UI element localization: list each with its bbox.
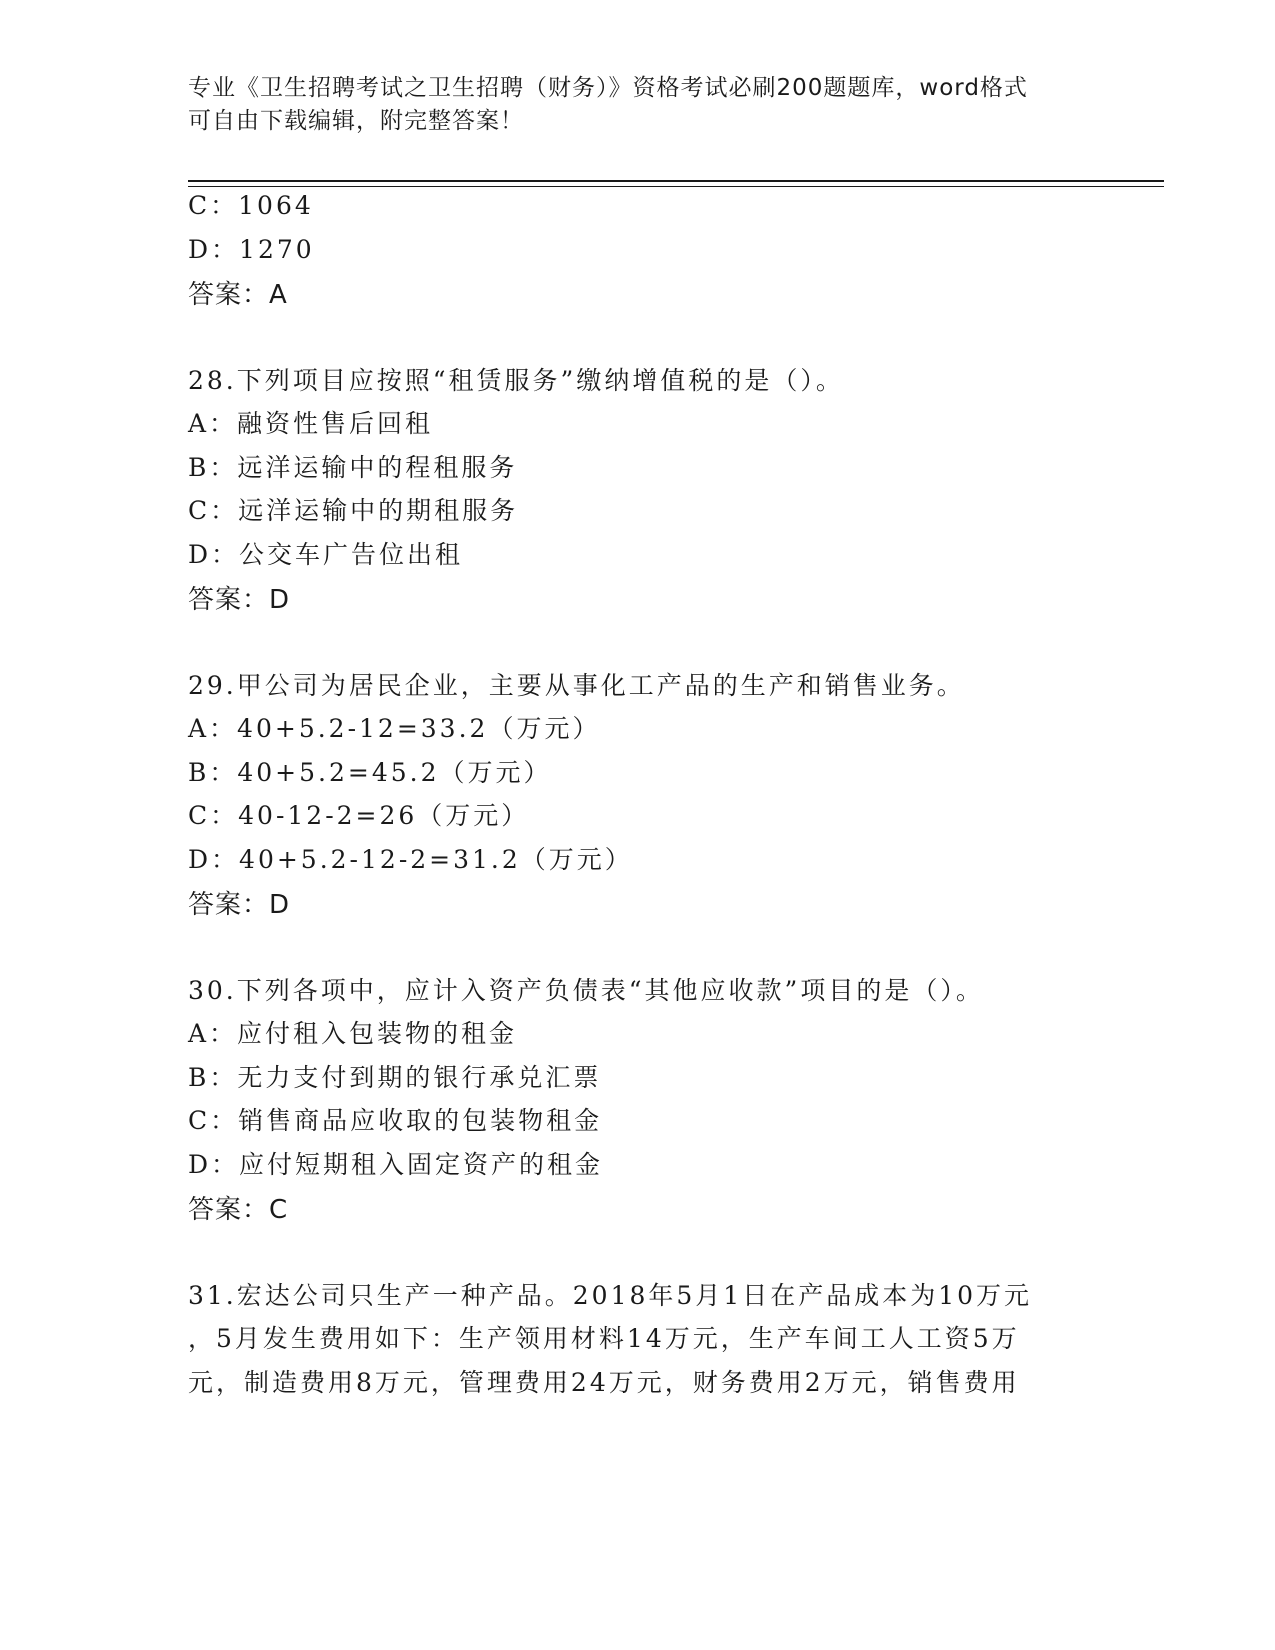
header-line-1: 专业《卫生招聘考试之卫生招聘（财务）》资格考试必刷200题题库，word格式 [188,75,1028,101]
document-header [188,72,1088,138]
answer: 答案：C [188,1195,289,1225]
option-c: C：远洋运输中的期租服务 [188,496,519,525]
question-stem: 30.下列各项中，应计入资产负债表“其他应收款”项目的是（）。 [188,976,984,1005]
header-line-2: 可自由下载编辑，附完整答案！ [188,108,524,134]
option-d: D：公交车广告位出租 [188,540,464,569]
header-rule-thick [188,180,1164,182]
option-b: B：40+5.2=45.2（万元） [188,758,552,787]
option-c: C：40-12-2=26（万元） [188,801,530,830]
question-stem-line-3: 元，制造费用8万元，管理费用24万元，财务费用2万元，销售费用 [188,1368,1020,1397]
question-stem-line-1: 31.宏达公司只生产一种产品。2018年5月1日在产品成本为10万元 [188,1281,1033,1310]
question-stem-line-2: ，5月发生费用如下：生产领用材料14万元，生产车间工人工资5万 [188,1324,1020,1353]
answer: 答案：D [188,585,291,615]
answer: 答案：A [188,280,288,310]
option-b: B：远洋运输中的程租服务 [188,453,518,482]
option-d: D：应付短期租入固定资产的租金 [188,1150,604,1179]
header-rule-thin [188,186,1164,187]
option-d: D：1270 [188,235,315,264]
option-b: B：无力支付到期的银行承兑汇票 [188,1063,602,1092]
option-c: C：1064 [188,191,314,220]
answer: 答案：D [188,890,291,920]
option-a: A：融资性售后回租 [188,409,434,438]
question-stem: 28.下列项目应按照“租赁服务”缴纳增值税的是（）。 [188,366,844,395]
question-stem: 29.甲公司为居民企业，主要从事化工产品的生产和销售业务。 [188,671,965,700]
option-a: A：应付租入包装物的租金 [188,1019,518,1048]
option-a: A：40+5.2-12=33.2（万元） [188,714,601,743]
option-d: D：40+5.2-12-2=31.2（万元） [188,845,633,874]
option-c: C：销售商品应收取的包装物租金 [188,1106,603,1135]
